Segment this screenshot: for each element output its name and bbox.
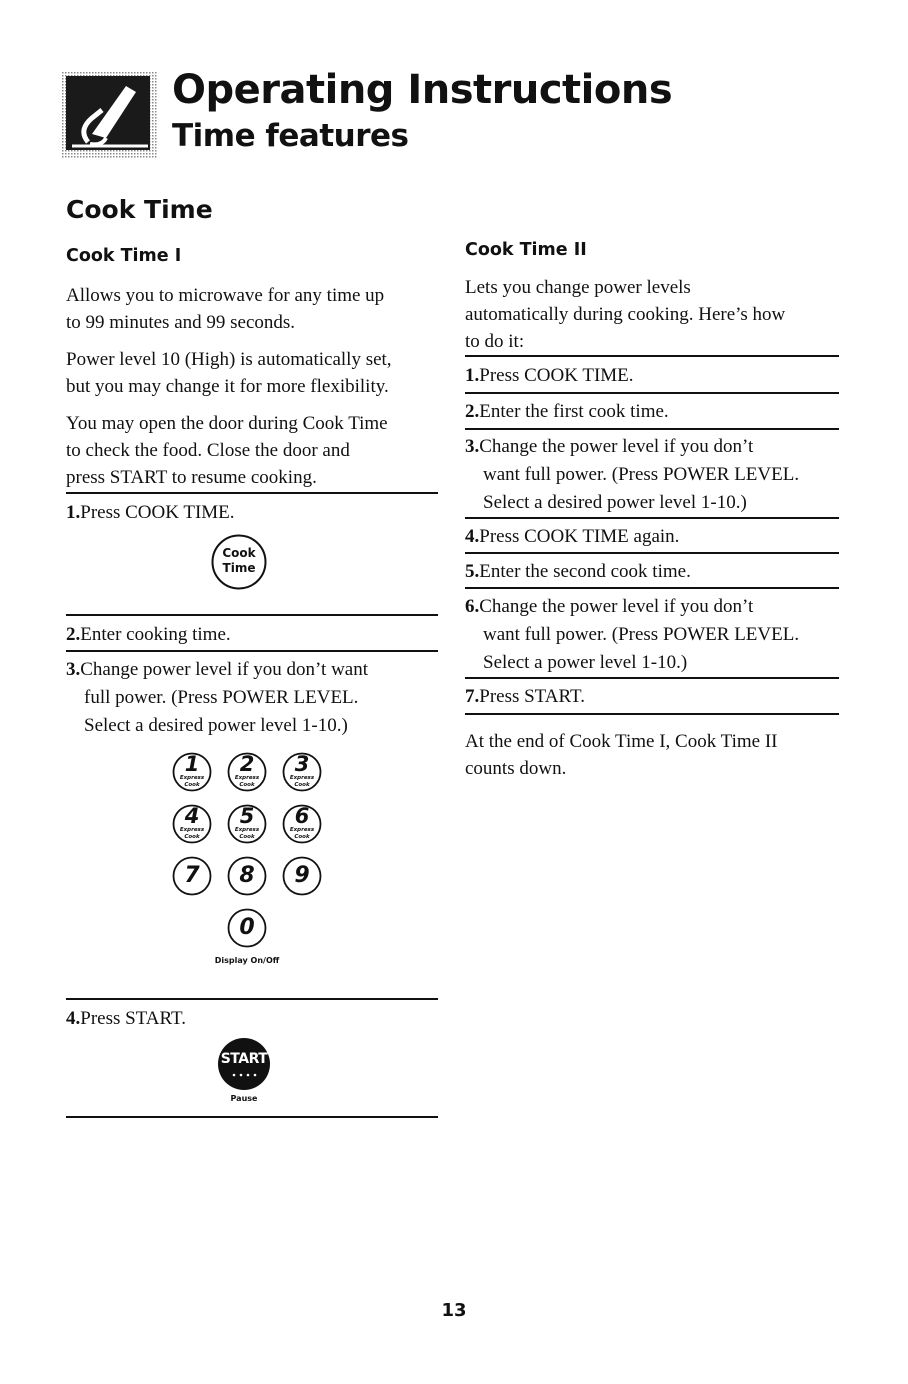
step-text: Enter the first cook time. — [479, 401, 669, 422]
page-number: 13 — [441, 1300, 467, 1321]
express-label: Express — [234, 827, 260, 833]
cook-time-button-label-line2: Time — [222, 561, 256, 575]
key-number: 6 — [294, 804, 310, 828]
paragraph — [66, 282, 446, 336]
step-text: Press COOK TIME. — [479, 365, 634, 386]
step-number: 1. — [465, 365, 480, 386]
key-5[interactable] — [227, 804, 267, 849]
cook-label: Cook — [184, 782, 200, 788]
start-button-label: START — [220, 1051, 268, 1067]
divider — [66, 998, 438, 1000]
display-on-off-caption: Display On/Off — [214, 956, 280, 965]
key-number: 8 — [239, 863, 255, 888]
page-subtitle: Time features — [172, 118, 409, 154]
key-number: 9 — [294, 863, 310, 888]
text-line: counts down. — [465, 758, 567, 779]
key-number: 5 — [239, 804, 255, 828]
text-line: Power level 10 (High) is automatically set, — [66, 349, 392, 370]
step-text: Press COOK TIME again. — [479, 526, 680, 547]
step-2 — [66, 621, 231, 649]
key-3[interactable] — [282, 752, 322, 797]
key-1[interactable] — [172, 752, 212, 797]
step-number: 3. — [66, 659, 81, 680]
express-label: Express — [289, 827, 315, 833]
cook-time-2-outro — [465, 728, 845, 782]
cook-time-2-intro — [465, 274, 845, 355]
text-line: but you may change it for more flexibility. — [66, 376, 389, 397]
text-line: to do it: — [465, 331, 525, 352]
cook-label: Cook — [239, 834, 255, 840]
text-line: You may open the door during Cook Time — [66, 413, 388, 434]
number-keypad — [160, 752, 360, 972]
key-number: 2 — [239, 752, 255, 776]
step-number: 4. — [66, 1008, 81, 1029]
express-label: Express — [289, 775, 315, 781]
step-text-cont: Select a desired power level 1-10.) — [84, 715, 348, 736]
divider — [465, 713, 839, 715]
key-number: 4 — [184, 804, 200, 828]
key-4[interactable] — [172, 804, 212, 849]
step-4 — [66, 1005, 186, 1033]
step-1 — [66, 499, 235, 527]
cook-label: Cook — [294, 834, 310, 840]
text-line: automatically during cooking. Here’s how — [465, 304, 786, 325]
step-text-cont: Select a desired power level 1-10.) — [483, 492, 747, 513]
express-label: Express — [179, 827, 205, 833]
cook-time-2-heading: Cook Time II — [465, 240, 587, 260]
step-text-cont: want full power. (Press POWER LEVEL. — [483, 464, 800, 485]
step-text: Press COOK TIME. — [80, 502, 235, 523]
step-3 — [465, 433, 799, 517]
step-number: 4. — [465, 526, 480, 547]
operating-instructions-hand-icon — [62, 72, 158, 158]
step-text: Change the power level if you don’t — [479, 436, 754, 457]
divider — [66, 492, 438, 494]
step-7 — [465, 683, 585, 711]
divider — [465, 392, 839, 394]
cook-label: Cook — [184, 834, 200, 840]
step-number: 2. — [66, 624, 81, 645]
key-number: 3 — [294, 752, 310, 776]
step-text: Enter the second cook time. — [479, 561, 691, 582]
step-number: 1. — [66, 502, 81, 523]
key-0[interactable] — [227, 908, 267, 953]
cook-time-button[interactable] — [210, 533, 268, 591]
step-number: 7. — [465, 686, 480, 707]
key-6[interactable] — [282, 804, 322, 849]
step-number: 2. — [465, 401, 480, 422]
text-line: Lets you change power levels — [465, 277, 691, 298]
express-label: Express — [234, 775, 260, 781]
divider — [465, 355, 839, 357]
text-line: to 99 minutes and 99 seconds. — [66, 312, 296, 333]
divider — [465, 428, 839, 430]
step-6 — [465, 593, 799, 677]
cook-time-button-label-line1: Cook — [222, 546, 256, 560]
step-3 — [66, 656, 368, 740]
step-text-cont: want full power. (Press POWER LEVEL. — [483, 624, 800, 645]
step-4 — [465, 523, 679, 551]
text-line: to check the food. Close the door and — [66, 440, 350, 461]
divider — [66, 614, 438, 616]
cook-label: Cook — [239, 782, 255, 788]
step-text-cont: Select a power level 1-10.) — [483, 652, 688, 673]
step-1 — [465, 362, 634, 390]
paragraph — [66, 346, 446, 400]
cook-time-1-description — [66, 282, 446, 491]
divider — [66, 1116, 438, 1118]
step-number: 6. — [465, 596, 480, 617]
text-line: press START to resume cooking. — [66, 467, 317, 488]
cook-time-1-heading: Cook Time I — [66, 246, 182, 266]
text-line: Allows you to microwave for any time up — [66, 285, 385, 306]
step-text: Press START. — [80, 1008, 186, 1029]
key-7[interactable] — [172, 856, 212, 901]
text-line: At the end of Cook Time I, Cook Time II — [465, 731, 778, 752]
step-text: Enter cooking time. — [80, 624, 231, 645]
key-number: 1 — [184, 752, 200, 776]
paragraph — [66, 410, 446, 491]
start-button[interactable] — [217, 1037, 271, 1091]
divider — [66, 650, 438, 652]
key-9[interactable] — [282, 856, 322, 901]
step-text-cont: full power. (Press POWER LEVEL. — [84, 687, 359, 708]
pause-caption: Pause — [230, 1094, 258, 1103]
key-8[interactable] — [227, 856, 267, 901]
step-text: Change the power level if you don’t — [479, 596, 754, 617]
divider — [465, 552, 839, 554]
key-number: 0 — [239, 915, 255, 940]
step-5 — [465, 558, 691, 586]
step-number: 5. — [465, 561, 480, 582]
step-text: Press START. — [479, 686, 585, 707]
page-title: Operating Instructions — [172, 67, 673, 113]
section-title: Cook Time — [66, 195, 213, 224]
step-2 — [465, 398, 669, 426]
cook-label: Cook — [294, 782, 310, 788]
step-text: Change power level if you don’t want — [80, 659, 368, 680]
express-label: Express — [179, 775, 205, 781]
key-number: 7 — [184, 863, 200, 888]
key-2[interactable] — [227, 752, 267, 797]
divider — [465, 677, 839, 679]
divider — [465, 517, 839, 519]
step-number: 3. — [465, 436, 480, 457]
divider — [465, 587, 839, 589]
